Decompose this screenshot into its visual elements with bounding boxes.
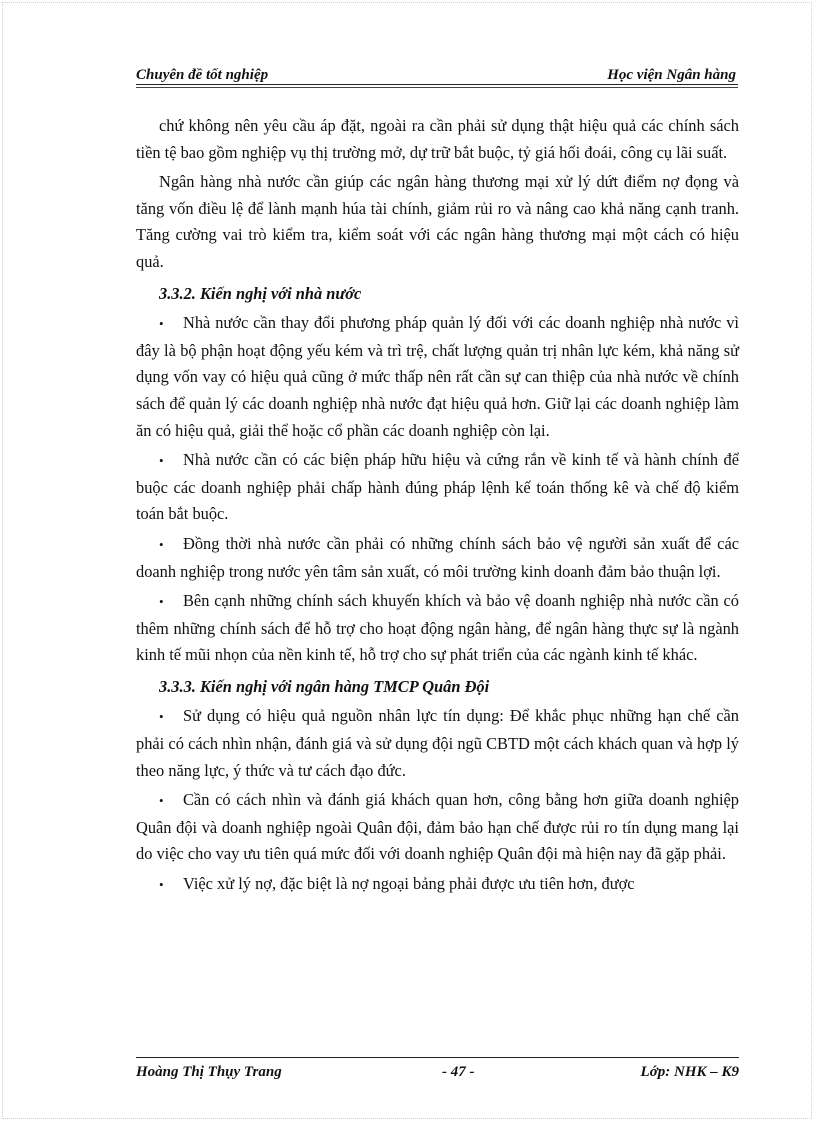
- bullet-icon: •: [159, 793, 164, 809]
- section-heading-3-3-2: 3.3.2. Kiến nghị với nhà nước: [159, 283, 362, 303]
- footer-author: Hoàng Thị Thụy Trang: [136, 1064, 282, 1080]
- list-item: [136, 787, 739, 868]
- bullet-icon: •: [159, 453, 164, 469]
- list-item: [136, 447, 739, 528]
- header-right-title: Học viện Ngân hàng: [607, 67, 736, 83]
- section-heading-3-3-3: 3.3.3. Kiến nghị với ngân hàng TMCP Quân Đội: [159, 676, 490, 696]
- list-item-text: Nhà nước cần có các biện pháp hữu hiệu và cứng rắn về kinh tế và hành chính để buộc các doanh nghiệp phải chấp hành đúng pháp lệnh kế toán thống kê và chế độ kiểm toán bắt buộc.: [136, 450, 739, 524]
- list-item-text: Đồng thời nhà nước cần phải có những chính sách bảo vệ người sản xuất để các doanh nghiệp trong nước yên tâm sản xuất, có môi trường kinh doanh đảm bảo thuận lợi.: [136, 533, 739, 581]
- bullet-icon: •: [159, 536, 164, 552]
- list-item-text: Cần có cách nhìn và đánh giá khách quan hơn, công bằng hơn giữa doanh nghiệp Quân đội và doanh nghiệp ngoài Quân đội, đảm bảo hạn chế được rủi ro tín dụng mang lại do việc cho vay ưu tiên quá mức đối với doanh nghiệp Quân đội mà hiện nay đã gặp phải.: [136, 790, 739, 864]
- list-item: [136, 703, 739, 784]
- list-item: [136, 871, 739, 899]
- bullet-icon: •: [159, 709, 164, 725]
- list-item: [136, 588, 739, 669]
- list-item-text: Bên cạnh những chính sách khuyến khích và bảo vệ doanh nghiệp nhà nước cần có thêm những chính sách để hỗ trợ cho hoạt động ngân hàng, để ngân hàng thực sự là ngành kinh tế mũi nhọn của nền kinh tế, hỗ trợ cho sự phát triển của các ngành kinh tế khác.: [136, 591, 739, 665]
- list-item-text: Sử dụng có hiệu quả nguồn nhân lực tín dụng: Để khắc phục những hạn chế cần phải có cách nhìn nhận, đánh giá và sử dụng đội ngũ CBTD một cách khách quan và hợp lý theo năng lực, ý thức và tư cách đạo đức.: [136, 706, 739, 780]
- bullet-icon: •: [159, 594, 164, 610]
- header-rule-thick: [136, 84, 738, 85]
- footer-rule: [136, 1057, 739, 1058]
- list-item: [136, 310, 739, 444]
- bullet-icon: •: [159, 316, 164, 332]
- list-item-text: Nhà nước cần thay đổi phương pháp quản lý đối với các doanh nghiệp nhà nước vì đây là bộ phận hoạt động yếu kém và trì trệ, chất lượng quản trị nhân lực kém, khả năng sử dụng vốn vay có hiệu quả cũng ở mức thấp nên rất cần sự can thiệp của nhà nước về chính sách để quản lý các doanh nghiệp nhà nước đạt hiệu quả hơn. Giữ lại các doanh nghiệp làm ăn có hiệu quả, giải thể hoặc cổ phần các doanh nghiệp còn lại.: [136, 313, 739, 440]
- list-item-text: Việc xử lý nợ, đặc biệt là nợ ngoại bảng phải được ưu tiên hơn, được: [183, 874, 635, 894]
- header-rule-thin: [136, 87, 738, 88]
- paragraph-1: chứ không nên yêu cầu áp đặt, ngoài ra cần phải sử dụng thật hiệu quả các chính sách tiền tệ bao gồm nghiệp vụ thị trường mở, dự trữ bắt buộc, tỷ giá hối đoái, công cụ lãi suất.: [136, 116, 739, 162]
- header-left-title: Chuyên đề tốt nghiệp: [136, 67, 269, 83]
- bullet-icon: •: [159, 877, 164, 893]
- document-body: [136, 113, 739, 902]
- footer-class: Lớp: NHK – K9: [640, 1064, 739, 1080]
- paragraph-2: Ngân hàng nhà nước cần giúp các ngân hàng thương mại xử lý dứt điểm nợ đọng và tăng vốn điều lệ để lành mạnh húa tài chính, giảm rủi ro và nâng cao khả năng cạnh tranh. Tăng cường vai trò kiểm tra, kiểm soát với các ngân hàng thương mại một cách có hiệu quả.: [136, 172, 739, 271]
- page-header: [136, 60, 736, 84]
- footer-page-number: - 47 -: [442, 1064, 475, 1080]
- list-item: [136, 531, 739, 585]
